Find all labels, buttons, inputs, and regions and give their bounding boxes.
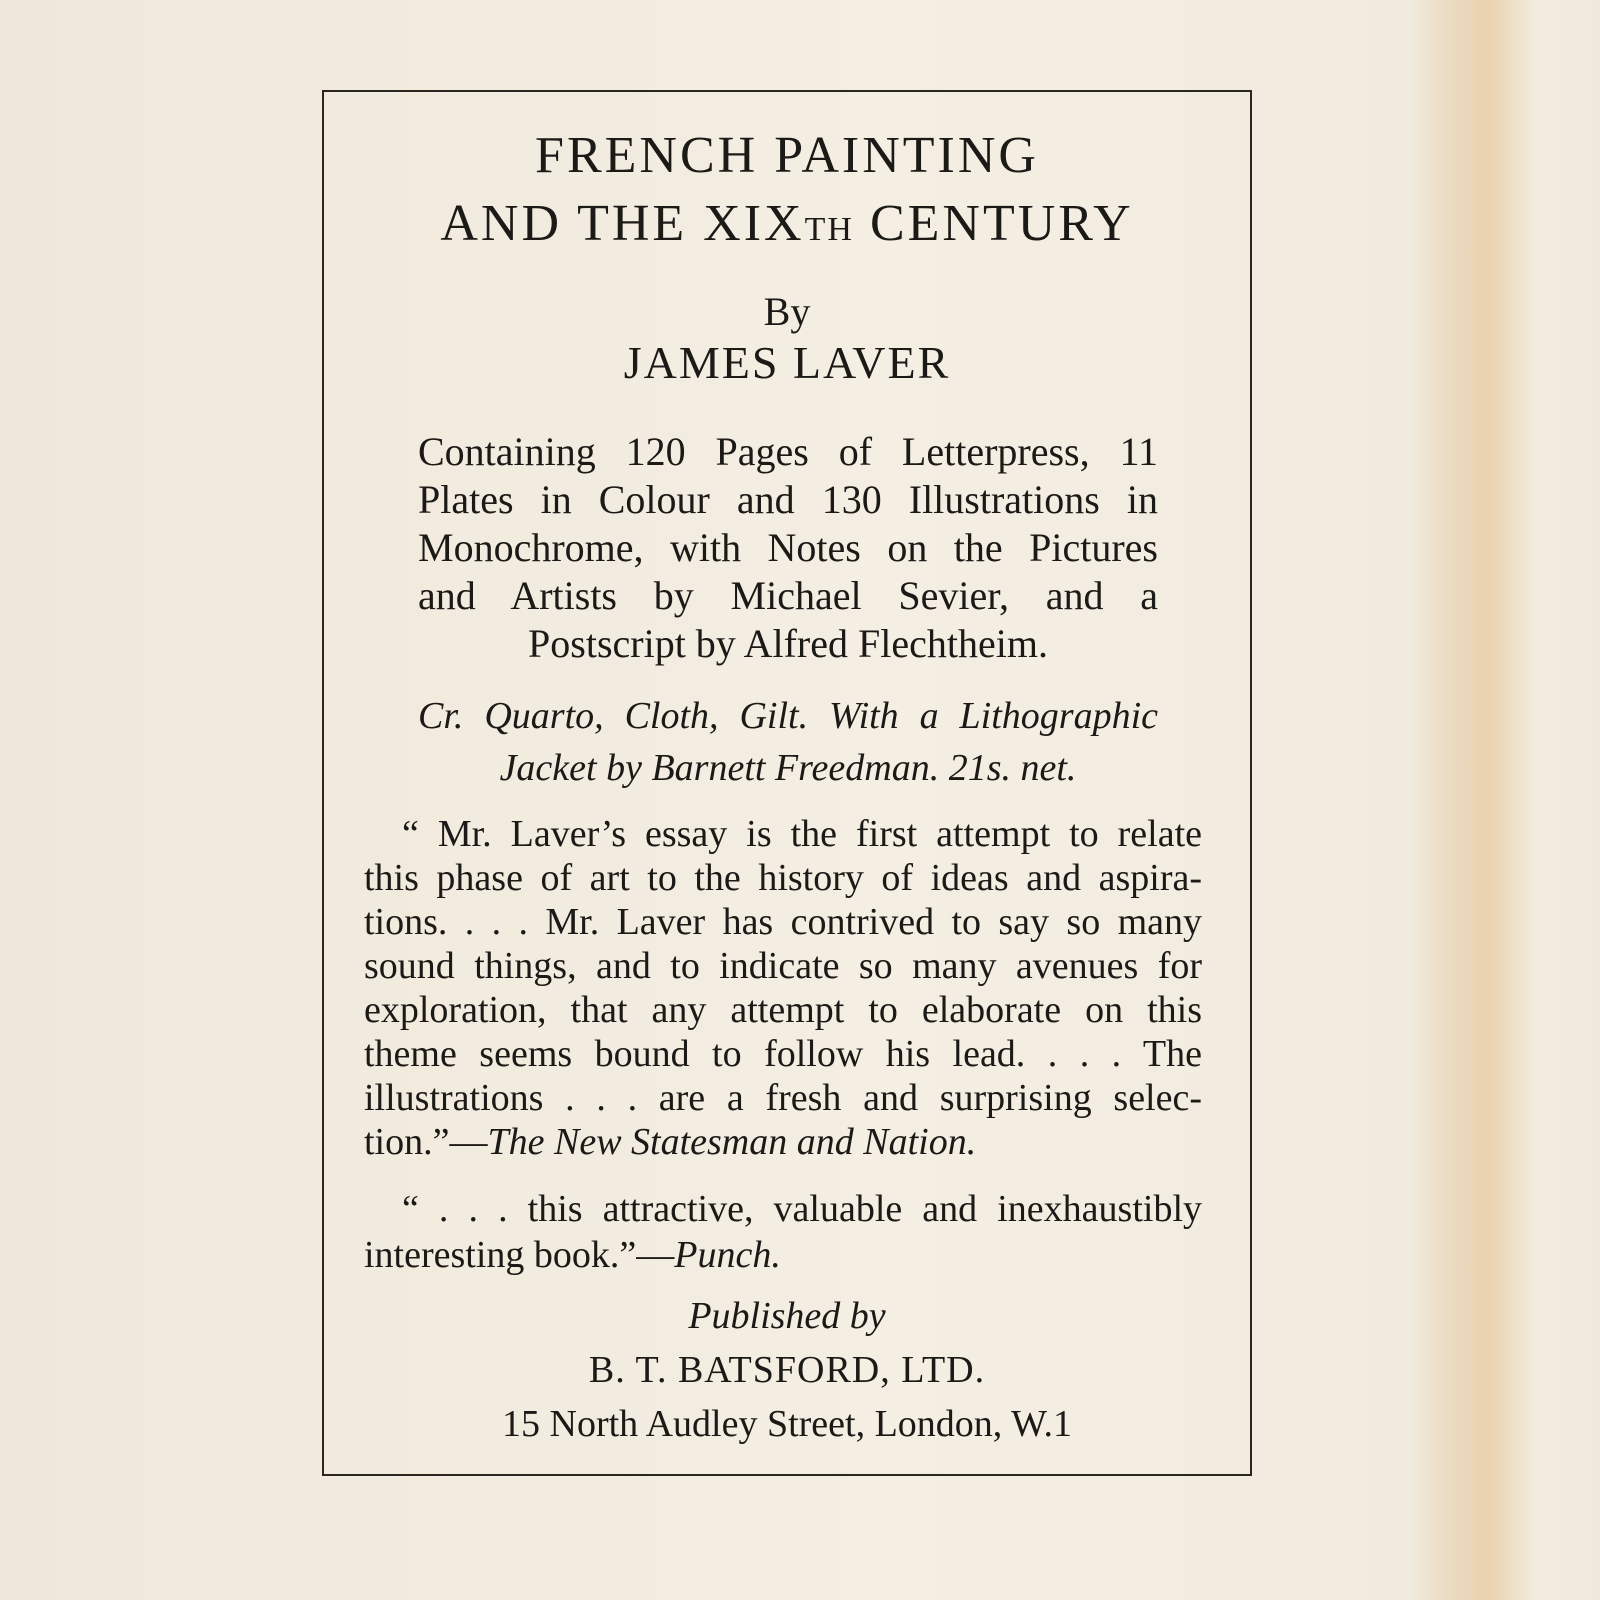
review-line-last	[364, 1120, 1202, 1164]
description-line: Containing 120 Pages of Letterpress, 11	[418, 429, 1158, 474]
review-quote-punch	[364, 1186, 1202, 1278]
review-text-end: interesting book.”—	[364, 1234, 675, 1276]
review-line: “ . . . this attractive, valuable and inexhaustibly	[402, 1188, 1202, 1230]
review-line: “ Mr. Laver’s essay is the first attempt to relate	[402, 813, 1202, 855]
title-line-2-end: CENTURY	[853, 195, 1134, 252]
title-line-2-start: AND THE XIX	[440, 195, 805, 252]
publisher-address: 15 North Audley Street, London, W.1	[502, 1403, 1072, 1445]
description-line: and Artists by Michael Sevier, and a	[418, 573, 1158, 618]
format-and-price	[418, 690, 1158, 794]
review-line: theme seems bound to follow his lead. . . . The	[364, 1033, 1202, 1075]
review-line-last	[364, 1232, 1202, 1278]
review-source: The New Statesman and Nation.	[487, 1121, 977, 1163]
review-line: tions. . . . Mr. Laver has contrived to say so many	[364, 901, 1202, 943]
description-line: Monochrome, with Notes on the Pictures	[418, 525, 1158, 570]
review-text-end: tion.”—	[364, 1121, 488, 1163]
publisher-name: B. T. BATSFORD, LTD.	[588, 1349, 986, 1391]
title-line-1: FRENCH PAINTING	[535, 127, 1039, 184]
byline: By	[763, 289, 811, 334]
review-line: sound things, and to indicate so many avenues for	[364, 945, 1202, 987]
advertisement-frame	[322, 90, 1252, 1476]
published-by-label: Published by	[688, 1295, 886, 1337]
author-name: JAMES LAVER	[623, 337, 951, 388]
review-line: illustrations . . . are a fresh and surprising selec-	[364, 1077, 1202, 1119]
review-line: exploration, that any attempt to elaborate on this	[364, 989, 1202, 1031]
description-line: Plates in Colour and 130 Illustrations in	[418, 477, 1158, 522]
book-description	[418, 428, 1158, 668]
review-source: Punch.	[674, 1234, 781, 1276]
description-line: Postscript by Alfred Flechtheim.	[528, 621, 1048, 666]
title-line-2	[324, 195, 1250, 252]
format-line-2: Jacket by Barnett Freedman. 21s. net.	[499, 747, 1077, 789]
format-line-1: Cr. Quarto, Cloth, Gilt. With a Lithographic	[418, 695, 1158, 737]
review-line: this phase of art to the history of ideas and aspira-	[364, 857, 1202, 899]
title-ordinal-suffix: TH	[804, 211, 854, 248]
review-quote-new-statesman	[364, 812, 1202, 1164]
